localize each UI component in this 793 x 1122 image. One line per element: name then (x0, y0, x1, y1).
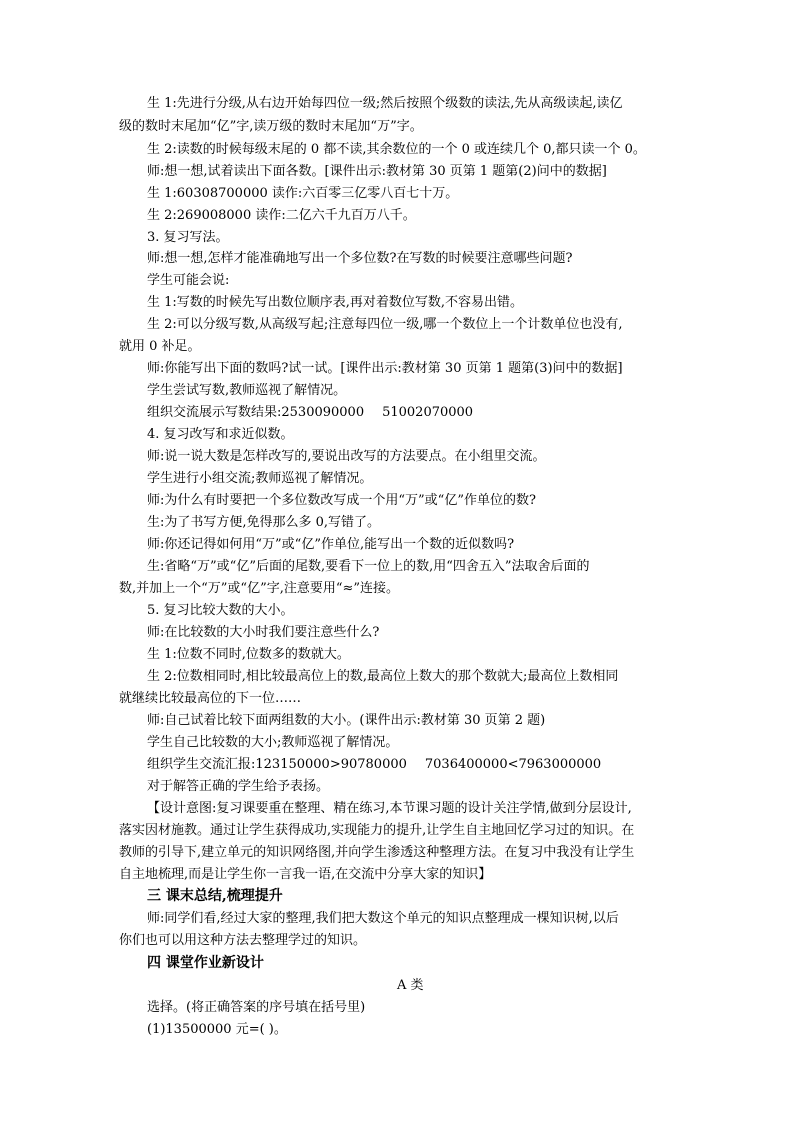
text-line: 师:想一想,试着读出下面各数。[课件出示:教材第 30 页第 1 题第(2)问中的数据] (147, 164, 607, 179)
text-line (147, 403, 473, 423)
text-line: 学生自己比较数的大小;教师巡视了解情况。 (147, 735, 399, 750)
text-line: 生:省略“万”或“亿”后面的尾数,要看下一位上的数,用“四舍五入”法取舍后面的 (147, 559, 590, 574)
section-title: 四 课堂作业新设计 (147, 955, 264, 971)
text-line: 生 2:读数的时候每级末尾的 0 都不读,其余数位的一个 0 或连续几个 0,都只读一个 0。 (147, 142, 646, 157)
text-line: 数,并加上一个“万”或“亿”字,注意要用“≈”连接。 (119, 581, 400, 596)
section-title: 三 课末总结,梳理提升 (147, 888, 283, 904)
text-segment: 51002070000 (382, 405, 474, 420)
text-line: 就用 0 补足。 (119, 339, 201, 354)
text-segment: 组织学生交流汇报:123150000>90780000 (147, 757, 407, 772)
text-line: 学生可能会说: (147, 273, 230, 288)
text-line: 生 1:60308700000 读作:六百零三亿零八百七十万。 (147, 186, 459, 201)
question-line: (1)13500000 元=( )。 (147, 1022, 287, 1037)
text-line: 师:你还记得如何用“万”或“亿”作单位,能写出一个数的近似数吗? (147, 537, 515, 552)
text-line: 生 1:先进行分级,从右边开始每四位一级;然后按照个级数的读法,先从高级读起,读亿 (147, 96, 623, 111)
design-note: 【设计意图:复习课要重在整理、精在练习,本节课习题的设计关注学情,做到分层设计, (147, 801, 632, 816)
text-line: 生 2:269008000 读作:二亿六千九百万八千。 (147, 208, 416, 223)
design-note: 自主地梳理,而是让学生你一言我一语,在交流中分享大家的知识】 (119, 867, 492, 882)
text-line: 师:说一说大数是怎样改写的,要说出改写的方法要点。在小组里交流。 (147, 449, 546, 464)
text-line: 生 1:位数不同时,位数多的数就大。 (147, 647, 350, 662)
text-line: 你们也可以用这种方法去整理学过的知识。 (119, 933, 367, 948)
text-line: 生:为了书写方便,免得那么多 0,写错了。 (147, 515, 381, 530)
text-line: 师:在比较数的大小时我们要注意些什么? (147, 625, 380, 640)
section-heading: 4. 复习改写和求近似数。 (147, 427, 294, 442)
text-line: 师:为什么有时要把一个多位数改写成一个用“万”或“亿”作单位的数? (147, 493, 536, 508)
design-note: 落实因材施教。通过让学生获得成功,实现能力的提升,让学生自主地回忆学习过的知识。在 (119, 823, 635, 838)
subsection-title: A 类 (397, 978, 424, 993)
section-heading: 3. 复习写法。 (147, 230, 229, 245)
design-note: 教师的引导下,建立单元的知识网络图,并向学生渗透这种整理方法。在复习中我没有让学生 (119, 845, 635, 860)
text-line: 学生进行小组交流;教师巡视了解情况。 (147, 471, 373, 486)
text-line: 师:你能写出下面的数吗?试一试。[课件出示:教材第 30 页第 1 题第(3)问中的数据] (147, 361, 623, 376)
section-heading: 5. 复习比较大数的大小。 (147, 603, 294, 618)
text-line: 师:同学们看,经过大家的整理,我们把大数这个单元的知识点整理成一棵知识树,以后 (147, 911, 619, 926)
text-line: 就继续比较最高位的下一位…… (119, 691, 302, 706)
text-line: 对于解答正确的学生给予表扬。 (147, 779, 330, 794)
text-line: 生 2:位数相同时,相比较最高位上的数,最高位上数大的那个数就大;最高位上数相同 (147, 669, 619, 684)
text-line: 师:想一想,怎样才能准确地写出一个多位数?在写数的时候要注意哪些问题? (147, 251, 573, 266)
text-segment: 7036400000<7963000000 (424, 757, 602, 772)
text-line: 学生尝试写数,教师巡视了解情况。 (147, 383, 347, 398)
text-line (147, 755, 601, 775)
text-line: 级的数时末尾加“亿”字,读万级的数时末尾加“万”字。 (119, 119, 423, 134)
text-line: 师:自己试着比较下面两组数的大小。(课件出示:教材第 30 页第 2 题) (147, 713, 546, 728)
text-line: 生 1:写数的时候先写出数位顺序表,再对着数位写数,不容易出错。 (147, 295, 524, 310)
text-line: 生 2:可以分级写数,从高级写起;注意每四位一级,哪一个数位上一个计数单位也没有, (147, 317, 623, 332)
text-line: 选择。(将正确答案的序号填在括号里) (147, 1000, 366, 1015)
text-segment: 组织交流展示写数结果:2530090000 (147, 405, 365, 420)
